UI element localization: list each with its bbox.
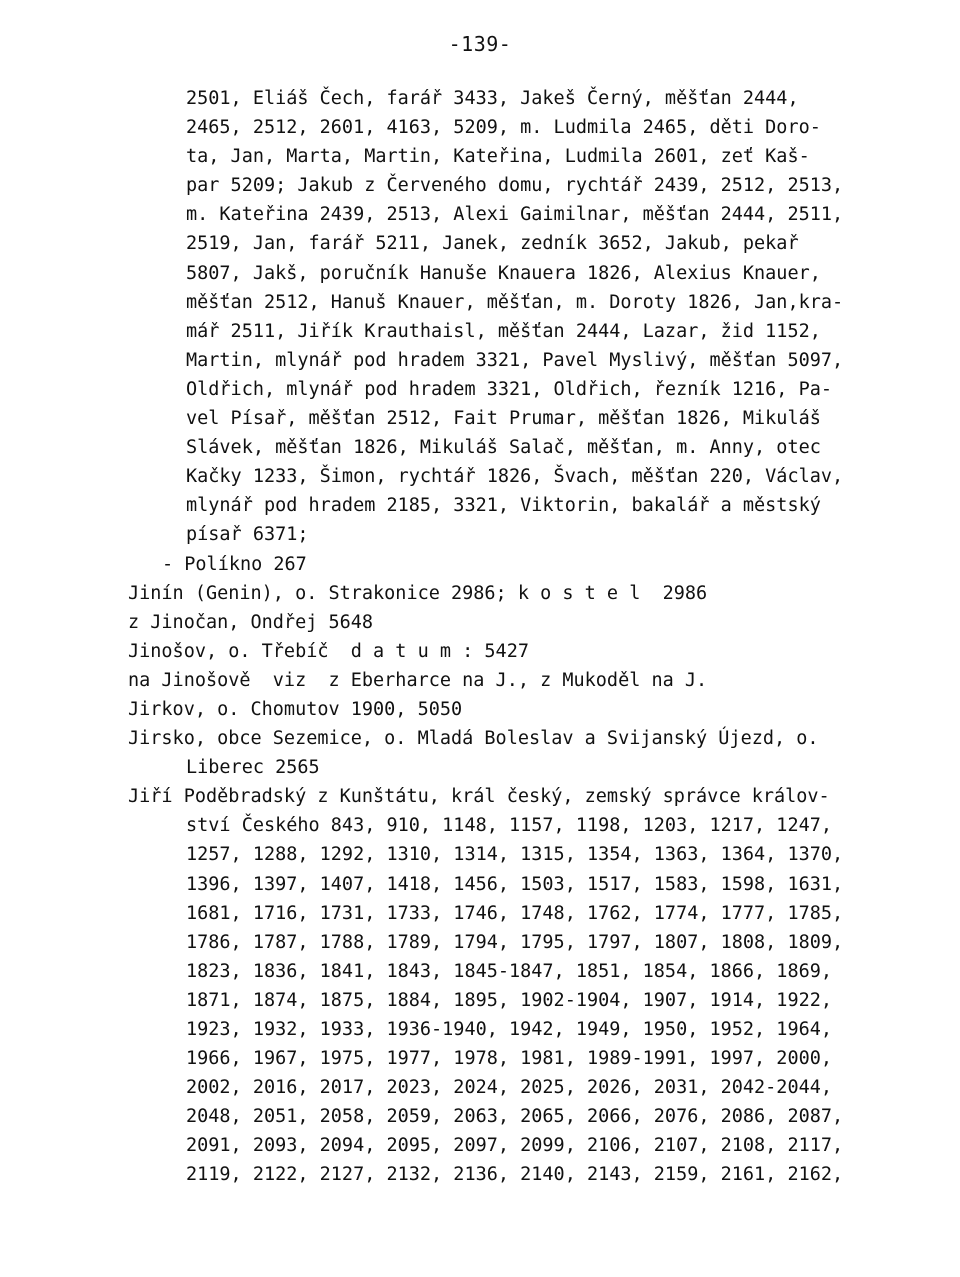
text-line: m. Kateřina 2439, 2513, Alexi Gaimilnar, měšťan 2444, 2511, xyxy=(186,204,844,226)
text-line: písař 6371; xyxy=(186,524,309,546)
text-line: mář 2511, Jiřík Krauthaisl, měšťan 2444, Lazar, žid 1152, xyxy=(186,320,821,342)
text-line: Oldřich, mlynář pod hradem 3321, Oldřich, řezník 1216, Pa- xyxy=(186,378,833,400)
text-line: mlynář pod hradem 2185, 3321, Viktorin, bakalář a městský xyxy=(186,495,821,517)
text-line: 1823, 1836, 1841, 1843, 1845-1847, 1851, 1854, 1866, 1869, xyxy=(186,960,833,982)
text-line: 2465, 2512, 2601, 4163, 5209, m. Ludmila 2465, děti Doro- xyxy=(186,117,821,139)
index-entry: na Jinošově viz z Eberharce na J., z Mukoděl na J. xyxy=(128,669,708,691)
text-line: 1871, 1874, 1875, 1884, 1895, 1902-1904, 1907, 1914, 1922, xyxy=(186,989,833,1011)
text-line: 5807, Jakš, poručník Hanuše Knauera 1826, Alexius Knauer, xyxy=(186,262,821,284)
text-line: 2519, Jan, farář 5211, Janek, zedník 3652, Jakub, pekař xyxy=(186,233,799,255)
index-text xyxy=(128,84,888,1190)
text-line: 1923, 1932, 1933, 1936-1940, 1942, 1949, 1950, 1952, 1964, xyxy=(186,1019,833,1040)
text-line: Liberec 2565 xyxy=(186,757,320,779)
text-line: 2501, Eliáš Čech, farář 3433, Jakeš Černý, měšťan 2444, xyxy=(186,88,799,109)
text-line: Martin, mlynář pod hradem 3321, Pavel Myslivý, měšťan 5097, xyxy=(186,349,844,371)
text-line: 1681, 1716, 1731, 1733, 1746, 1748, 1762, 1774, 1777, 1785, xyxy=(186,902,844,924)
text-line: 1257, 1288, 1292, 1310, 1314, 1315, 1354, 1363, 1364, 1370, xyxy=(186,844,844,866)
text-line: Kačky 1233, Šimon, rychtář 1826, Švach, měšťan 220, Václav, xyxy=(186,466,844,488)
text-line: par 5209; Jakub z Červeného domu, rychtář 2439, 2512, 2513, xyxy=(186,175,844,197)
text-line: Slávek, měšťan 1826, Mikuláš Salač, měšťan, m. Anny, otec xyxy=(186,437,821,459)
text-line: 1786, 1787, 1788, 1789, 1794, 1795, 1797, 1807, 1808, 1809, xyxy=(186,931,844,953)
text-line: ta, Jan, Marta, Martin, Kateřina, Ludmila 2601, zeť Kaš- xyxy=(186,146,810,168)
text-line: 2119, 2122, 2127, 2132, 2136, 2140, 2143, 2159, 2161, 2162, xyxy=(186,1164,844,1186)
index-entry: Jinošov, o. Třebíč d a t u m : 5427 xyxy=(128,640,529,662)
page-number: -139- xyxy=(448,32,512,56)
text-line: 1396, 1397, 1407, 1418, 1456, 1503, 1517, 1583, 1598, 1631, xyxy=(186,873,844,895)
text-line: 1966, 1967, 1975, 1977, 1978, 1981, 1989-1991, 1997, 2000, xyxy=(186,1048,833,1070)
index-entry: z Jinočan, Ondřej 5648 xyxy=(128,611,374,633)
index-entry: Jinín (Genin), o. Strakonice 2986; k o s t e l 2986 xyxy=(128,582,708,604)
text-line: 2002, 2016, 2017, 2023, 2024, 2025, 2026, 2031, 2042-2044, xyxy=(186,1077,833,1099)
text-line: ství Českého 843, 910, 1148, 1157, 1198, 1203, 1217, 1247, xyxy=(186,815,833,837)
text-line: měšťan 2512, Hanuš Knauer, měšťan, m. Doroty 1826, Jan,kra- xyxy=(186,291,844,313)
text-line: 2048, 2051, 2058, 2059, 2063, 2065, 2066, 2076, 2086, 2087, xyxy=(186,1106,844,1128)
index-entry: Jiří Poděbradský z Kunštátu, král český, zemský správce králov- xyxy=(128,786,830,808)
index-entry: Jirsko, obce Sezemice, o. Mladá Boleslav a Svijanský Újezd, o. xyxy=(128,728,819,750)
text-line: vel Písař, měšťan 2512, Fait Prumar, měšťan 1826, Mikuláš xyxy=(186,408,821,430)
text-line: 2091, 2093, 2094, 2095, 2097, 2099, 2106, 2107, 2108, 2117, xyxy=(186,1135,844,1157)
index-entry: Jirkov, o. Chomutov 1900, 5050 xyxy=(128,698,463,720)
text-line: - Políkno 267 xyxy=(162,553,307,575)
